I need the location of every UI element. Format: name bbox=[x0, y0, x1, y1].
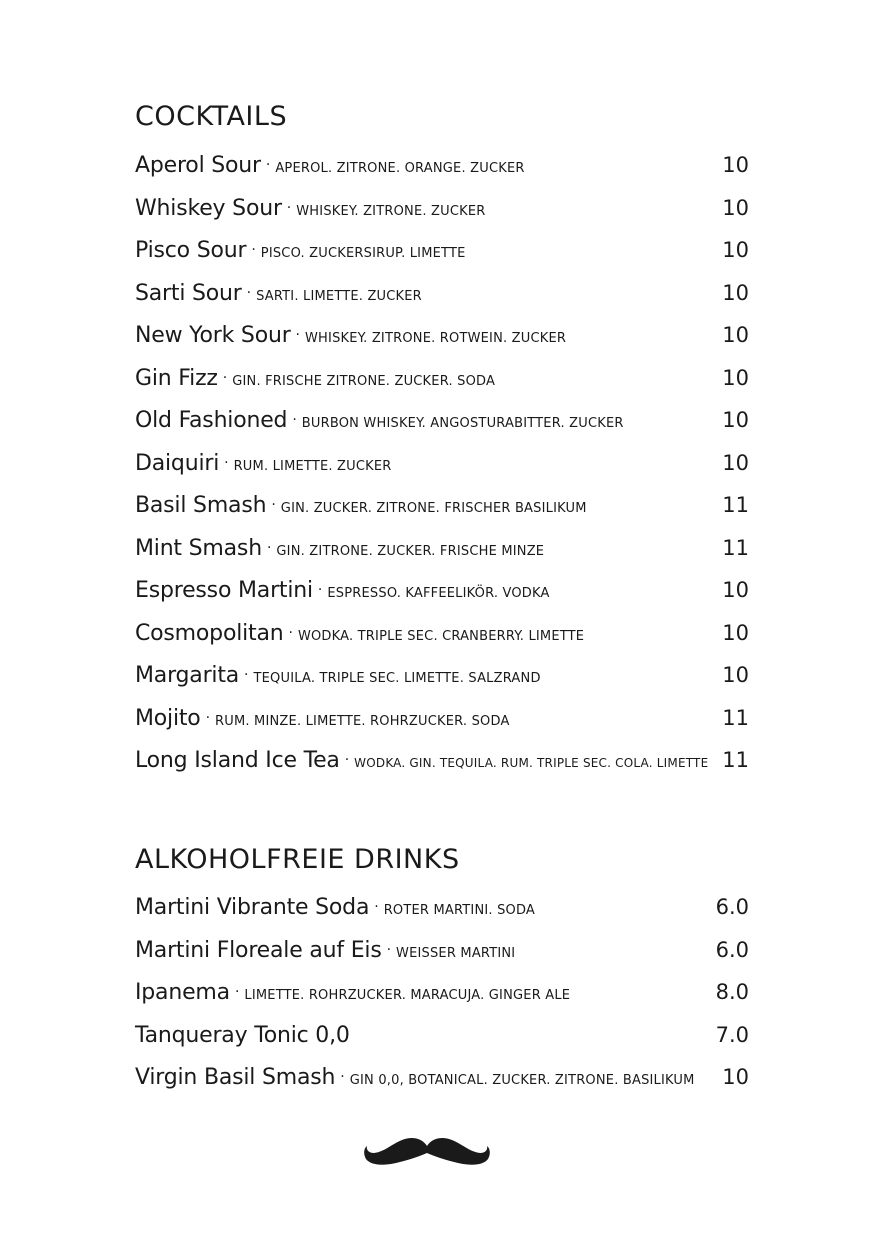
item-separator: · bbox=[224, 454, 229, 471]
item-price: 10 bbox=[722, 408, 749, 432]
item-separator: · bbox=[266, 539, 272, 556]
item-ingredients: APEROL. ZITRONE. ORANGE. ZUCKER bbox=[275, 161, 525, 176]
item-name: Martini Floreale auf Eis bbox=[135, 937, 382, 963]
item-ingredients: RUM. LIMETTE. ZUCKER bbox=[233, 458, 392, 474]
item-ingredients: WEISSER MARTINI bbox=[396, 945, 516, 961]
list-item bbox=[135, 366, 749, 409]
item-name: Ipanema bbox=[135, 980, 230, 1005]
item-price: 8.0 bbox=[715, 980, 749, 1004]
item-price: 6.0 bbox=[715, 937, 749, 962]
item-ingredients: ESPRESSO. KAFFEELIKÖR. VODKA bbox=[327, 586, 550, 601]
item-name: Cosmopolitan bbox=[135, 620, 284, 646]
item-name: Long Island Ice Tea bbox=[135, 748, 340, 773]
list-item bbox=[135, 153, 749, 196]
list-item bbox=[135, 1023, 749, 1066]
non-alcoholic-list bbox=[135, 895, 749, 1108]
item-ingredients: BURBON WHISKEY. ANGOSTURABITTER. ZUCKER bbox=[301, 416, 624, 431]
item-ingredients: LIMETTE. ROHRZUCKER. MARACUJA. GINGER ALE bbox=[244, 988, 571, 1003]
item-ingredients: TEQUILA. TRIPLE SEC. LIMETTE. SALZRAND bbox=[253, 671, 541, 686]
item-price: 10 bbox=[722, 578, 749, 602]
item-ingredients: GIN. ZITRONE. ZUCKER. FRISCHE MINZE bbox=[276, 543, 545, 559]
list-item bbox=[135, 323, 749, 366]
item-name: Tanqueray Tonic 0,0 bbox=[135, 1022, 350, 1048]
item-price: 6.0 bbox=[715, 895, 749, 919]
item-price: 11 bbox=[722, 535, 749, 560]
list-item bbox=[135, 895, 749, 938]
item-separator: · bbox=[286, 199, 292, 216]
item-separator: · bbox=[288, 624, 293, 641]
item-ingredients: WHISKEY. ZITRONE. ZUCKER bbox=[296, 203, 486, 219]
list-item bbox=[135, 578, 749, 621]
list-item bbox=[135, 196, 749, 239]
item-ingredients: RUM. MINZE. LIMETTE. ROHRZUCKER. SODA bbox=[215, 713, 510, 729]
item-separator: · bbox=[244, 667, 249, 683]
item-name: Virgin Basil Smash bbox=[135, 1065, 336, 1090]
item-name: Mojito bbox=[135, 705, 201, 731]
item-ingredients: GIN 0,0, BOTANICAL. ZUCKER. ZITRONE. BASILIKUM bbox=[349, 1073, 695, 1088]
list-item bbox=[135, 281, 749, 324]
item-name: Espresso Martini bbox=[135, 578, 313, 603]
list-item bbox=[135, 408, 749, 451]
item-separator: · bbox=[271, 497, 276, 513]
list-item bbox=[135, 663, 749, 706]
list-item bbox=[135, 1065, 749, 1108]
item-ingredients: WODKA. TRIPLE SEC. CRANBERRY. LIMETTE bbox=[297, 628, 585, 644]
list-item bbox=[135, 980, 749, 1023]
item-ingredients: WHISKEY. ZITRONE. ROTWEIN. ZUCKER bbox=[305, 331, 567, 346]
item-price: 10 bbox=[722, 323, 749, 347]
item-name: Whiskey Sour bbox=[135, 195, 282, 221]
item-name: Martini Vibrante Soda bbox=[135, 895, 370, 920]
item-separator: · bbox=[222, 369, 228, 386]
item-name: Margarita bbox=[135, 663, 240, 688]
item-name: Pisco Sour bbox=[135, 238, 247, 263]
mustache-shape bbox=[364, 1138, 490, 1165]
item-price: 10 bbox=[722, 195, 749, 220]
item-price: 10 bbox=[722, 280, 749, 305]
list-item bbox=[135, 938, 749, 981]
item-price: 11 bbox=[722, 493, 749, 517]
item-ingredients: WODKA. GIN. TEQUILA. RUM. TRIPLE SEC. COLA. LIMETTE bbox=[354, 756, 709, 770]
list-item bbox=[135, 621, 749, 664]
item-name: Basil Smash bbox=[135, 493, 267, 518]
item-separator: · bbox=[374, 899, 379, 915]
item-name: Old Fashioned bbox=[135, 408, 288, 433]
item-separator: · bbox=[344, 752, 350, 768]
item-price: 10 bbox=[722, 620, 749, 645]
item-price: 11 bbox=[722, 705, 749, 730]
item-separator: · bbox=[340, 1069, 345, 1085]
item-separator: · bbox=[386, 941, 392, 958]
item-price: 10 bbox=[722, 365, 749, 390]
item-price: 10 bbox=[722, 1065, 749, 1089]
item-separator: · bbox=[234, 984, 240, 1000]
item-separator: · bbox=[317, 582, 323, 598]
item-separator: · bbox=[205, 709, 211, 726]
item-separator: · bbox=[265, 157, 271, 173]
item-name: New York Sour bbox=[135, 323, 291, 348]
item-name: Aperol Sour bbox=[135, 153, 261, 178]
item-separator: · bbox=[251, 242, 256, 258]
item-name: Mint Smash bbox=[135, 535, 262, 561]
item-ingredients: PISCO. ZUCKERSIRUP. LIMETTE bbox=[260, 246, 466, 261]
item-name: Daiquiri bbox=[135, 450, 220, 476]
item-separator: · bbox=[295, 327, 300, 343]
list-item bbox=[135, 493, 749, 536]
item-ingredients: ROTER MARTINI. SODA bbox=[383, 903, 536, 918]
item-name: Gin Fizz bbox=[135, 365, 218, 391]
item-price: 7.0 bbox=[715, 1022, 749, 1047]
list-item bbox=[135, 451, 749, 494]
list-item bbox=[135, 748, 749, 791]
item-name: Sarti Sour bbox=[135, 280, 242, 306]
item-ingredients: GIN. ZUCKER. ZITRONE. FRISCHER BASILIKUM bbox=[280, 501, 587, 516]
non-alcoholic-heading: ALKOHOLFREIE DRINKS bbox=[135, 844, 460, 875]
list-item bbox=[135, 536, 749, 579]
cocktails-heading: COCKTAILS bbox=[135, 101, 288, 132]
cocktails-list bbox=[135, 153, 749, 791]
item-price: 10 bbox=[722, 153, 749, 177]
list-item bbox=[135, 706, 749, 749]
item-separator: · bbox=[246, 284, 252, 301]
item-price: 10 bbox=[722, 450, 749, 475]
mustache-icon bbox=[362, 1134, 492, 1170]
item-ingredients: GIN. FRISCHE ZITRONE. ZUCKER. SODA bbox=[232, 373, 496, 389]
item-ingredients: SARTI. LIMETTE. ZUCKER bbox=[256, 288, 422, 304]
item-price: 11 bbox=[722, 748, 749, 772]
item-price: 10 bbox=[722, 663, 749, 687]
list-item bbox=[135, 238, 749, 281]
item-separator: · bbox=[292, 412, 297, 428]
item-price: 10 bbox=[722, 238, 749, 262]
